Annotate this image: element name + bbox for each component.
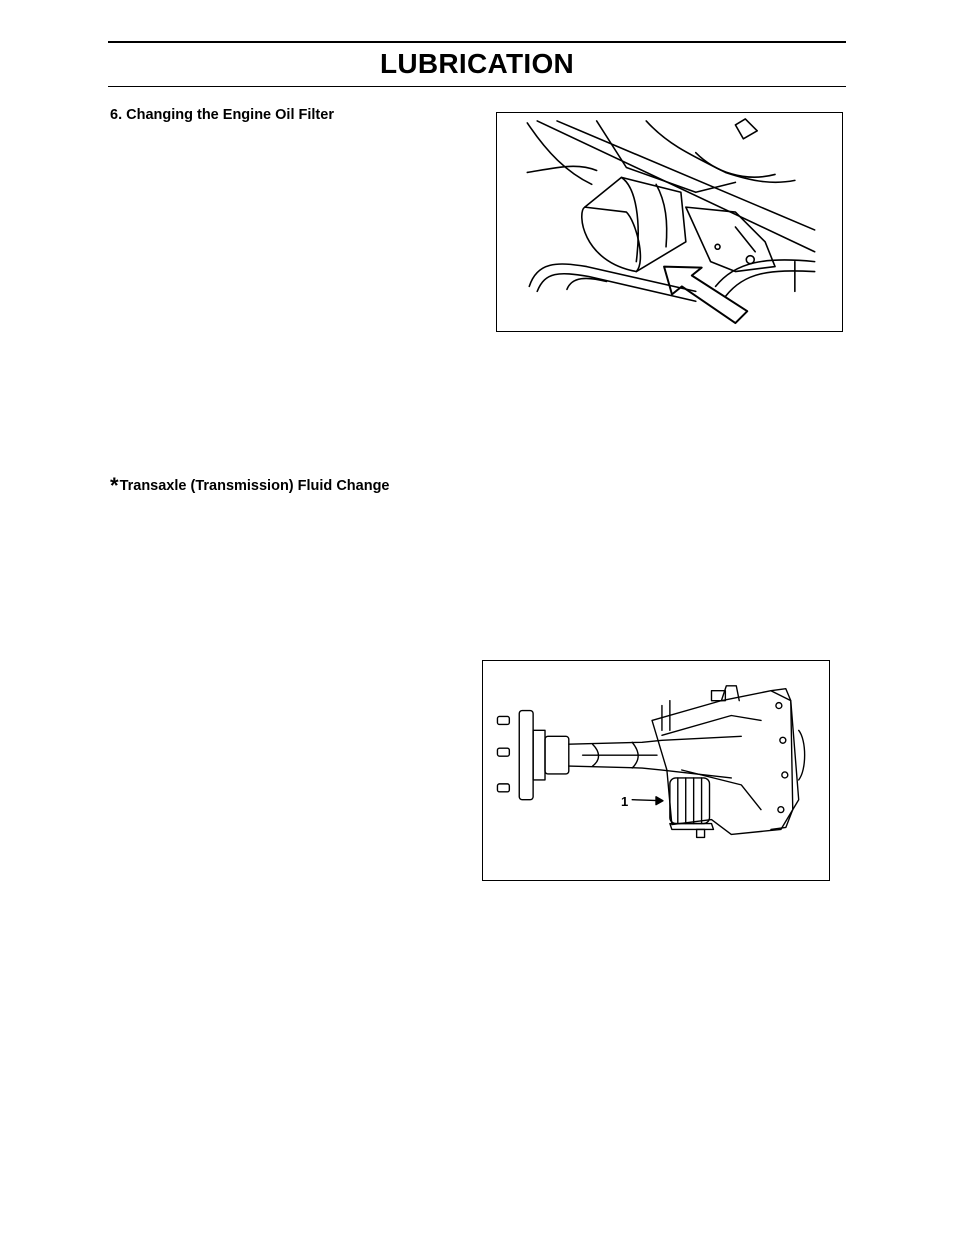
callout-label: 1 xyxy=(621,794,629,809)
section-heading-oil-filter: 6. Changing the Engine Oil Filter xyxy=(110,107,334,123)
page-title: LUBRICATION xyxy=(379,48,575,79)
figure-oil-filter xyxy=(496,112,843,332)
figure-transaxle xyxy=(482,660,830,881)
asterisk-mark: * xyxy=(110,473,119,498)
section-heading-transaxle xyxy=(110,470,390,496)
header-rule-top xyxy=(108,41,846,43)
section-heading-transaxle-text: Transaxle (Transmission) Fluid Change xyxy=(119,478,390,494)
header-rule-bottom xyxy=(108,86,846,87)
transaxle-illustration-icon xyxy=(483,661,829,880)
oil-filter-location-illustration-icon xyxy=(497,113,842,331)
